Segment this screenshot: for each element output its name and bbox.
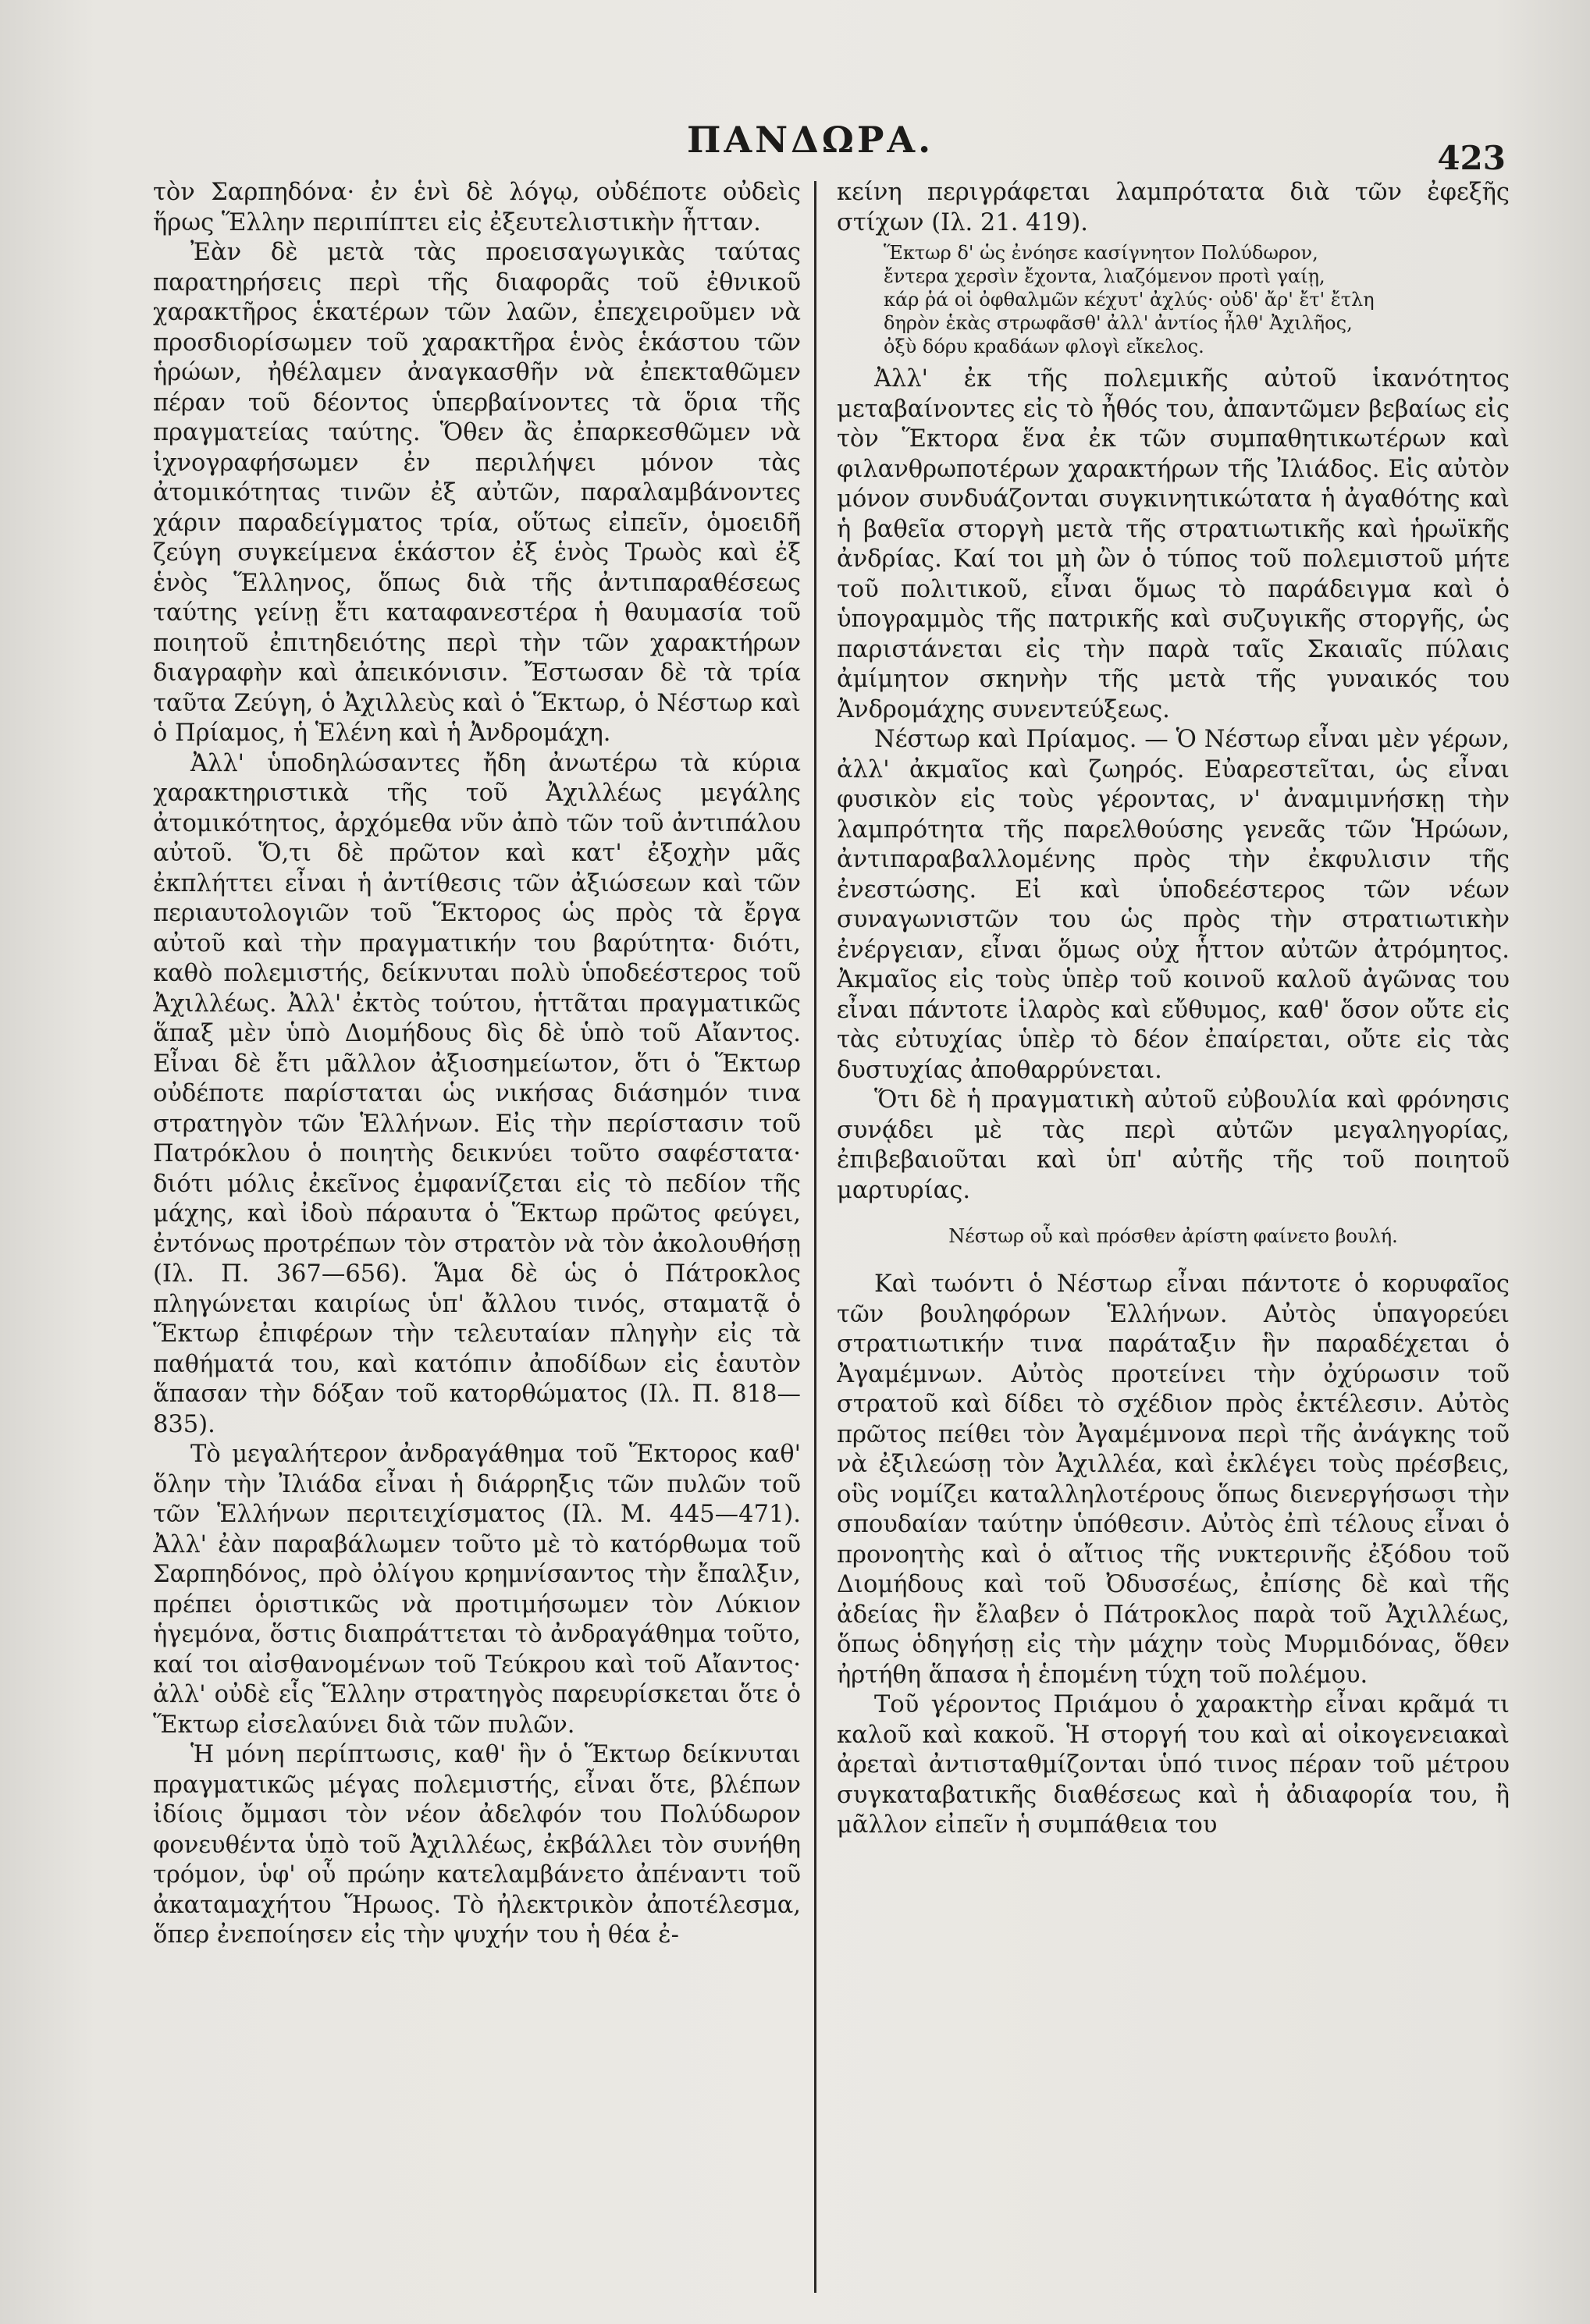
paragraph: Καὶ τωόντι ὁ Νέστωρ εἶναι πάντοτε ὁ κορυφαῖος τῶν βουληφόρων Ἑλλήνων. Αὐτὸς ὑπαγορεύει στρατιωτικήν τινα παράταξιν ἣν παραδέχεται ὁ Ἀγαμέμνων. Αὐτὸς προτείνει τὴν ὀχύρωσιν τοῦ στρατοῦ καὶ δίδει τὸ σχέδιον πρὸς ἐκτέλεσιν. Αὐτὸς πρῶτος πείθει τὸν Ἀγαμέμνονα περὶ τῆς ἀνάγκης τοῦ νὰ ἐξιλεώσῃ τὸν Ἀχιλλέα, καὶ ἐκλέγει τοὺς πρέσβεις, οὓς νομίζει καταλληλοτέρους ὅπως διενεργήσωσι τὴν σπουδαίαν ταύτην ὑπόθεσιν. Αὐτὸς ἐπὶ τέλους εἶναι ὁ προνοητὴς καὶ ὁ αἴτιος τῆς νυκτερινῆς ἐξόδου τοῦ Διομήδους καὶ τοῦ Ὀδυσσέως, ἐπίσης δὲ καὶ τῆς ἀδείας ἣν ἔλαβεν ὁ Πάτροκλος παρὰ τοῦ Ἀχιλλέως, ὅπως ὁδηγήσῃ εἰς τὴν μάχην τοὺς Μυρμιδόνας, ὅθεν ἠρτήθη ἅπασα ἡ ἑπομένη τύχη τοῦ πολέμου.	[837, 1270, 1510, 1689]
paragraph: Ἡ μόνη περίπτωσις, καθ' ἣν ὁ Ἕκτωρ δείκνυται πραγματικῶς μέγας πολεμιστής, εἶναι ὅτε, βλέπων ἰδίοις ὄμμασι τὸν νέον ἀδελφόν του Πολύδωρον φονευθέντα ὑπὸ τοῦ Ἀχιλλέως, ἐκβάλλει τὸν συνήθη τρόμον, ὑφ' οὗ πρώην κατελαμβάνετο ἀπέναντι τοῦ ἀκαταμαχήτου Ἥρωος. Τὸ ἠλεκτρικὸν ἀποτέλεσμα, ὅπερ ἐνεποίησεν εἰς τὴν ψυχήν του ἡ θέα ἐ-	[153, 1741, 801, 1949]
quote-line: κάρ ῥά οἱ ὀφθαλμῶν κέχυτ' ἀχλύς· οὐδ' ἄρ' ἔτ' ἔτλη	[884, 289, 1375, 311]
paragraph: τὸν Σαρπηδόνα· ἐν ἑνὶ δὲ λόγῳ, οὐδέποτε οὐδεὶς ἥρως Ἕλλην περιπίπτει εἰς ἐξευτελιστικὴν ἧτταν.	[153, 179, 801, 236]
running-header	[0, 117, 1590, 177]
paragraph: Ἀλλ' ὑποδηλώσαντες ἤδη ἀνωτέρω τὰ κύρια χαρακτηριστικὰ τῆς τοῦ Ἀχιλλέως μεγάλης ἀτομικότητος, ἀρχόμεθα νῦν ἀπὸ τῶν τοῦ ἀντιπάλου αὐτοῦ. Ὅ,τι δὲ πρῶτον καὶ κατ' ἐξοχὴν μᾶς ἐκπλήττει εἶναι ἡ ἀντίθεσις τῶν ἀξιώσεων καὶ τῶν περιαυτολογιῶν τοῦ Ἕκτορος ὡς πρὸς τὰ ἔργα αὐτοῦ καὶ τὴν πραγματικήν του βαρύτητα· διότι, καθὸ πολεμιστής, δείκνυται πολὺ ὑποδεέστερος τοῦ Ἀχιλλέως. Ἀλλ' ἐκτὸς τούτου, ἡττᾶται πραγματικῶς ἅπαξ μὲν ὑπὸ Διομήδους δὶς δὲ ὑπὸ τοῦ Αἴαντος. Εἶναι δὲ ἔτι μᾶλλον ἀξιοσημείωτον, ὅτι ὁ Ἕκτωρ οὐδέποτε παρίσταται ὡς νικήσας διάσημόν τινα στρατηγὸν τῶν Ἑλλήνων. Εἰς τὴν περίστασιν τοῦ Πατρόκλου ὁ ποιητὴς δεικνύει τοῦτο σαφέστατα· διότι μόλις ἐκεῖνος ἐμφανίζεται εἰς τὸ πεδίον τῆς μάχης, καὶ ἰδοὺ πάραυτα ὁ Ἕκτωρ πρῶτος φεύγει, ἐντόνως προτρέπων τὸν στρατὸν νὰ τὸν ἀκολουθήσῃ (Ιλ. Π. 367—656). Ἅμα δὲ ὡς ὁ Πάτροκλος πληγώνεται καιρίως ὑπ' ἄλλου τινός, σταματᾷ ὁ Ἕκτωρ ἐπιφέρων τὴν τελευταίαν πληγὴν εἰς τὰ παθήματά του, καὶ κατόπιν ἀποδίδων εἰς ἑαυτὸν ἅπασαν τὴν δόξαν τοῦ κατορθώματος (Ιλ. Π. 818—835).	[153, 749, 801, 1438]
page-number: 423	[1437, 139, 1506, 177]
left-column	[153, 178, 801, 2308]
journal-title: ΠΑΝΔΩΡΑ.	[687, 119, 934, 161]
paragraph: Τὸ μεγαλήτερον ἀνδραγάθημα τοῦ Ἕκτορος καθ' ὅλην τὴν Ἰλιάδα εἶναι ἡ διάρρηξις τῶν πυλῶν τοῦ τῶν Ἑλλήνων περιτειχίσματος (Ιλ. Μ. 445—471). Ἀλλ' ἐὰν παραβάλωμεν τοῦτο μὲ τὸ κατόρθωμα τοῦ Σαρπηδόνος, πρὸ ὀλίγου κρημνίσαντος τὴν ἔπαλξιν, πρέπει ὁριστικῶς νὰ προτιμήσωμεν τὸν Λύκιον ἡγεμόνα, ὅστις διαπράττεται τὸ ἀνδραγάθημα τοῦτο, καί τοι αἰσθανομένων τοῦ Τεύκρου καὶ τοῦ Αἴαντος· ἀλλ' οὐδὲ εἷς Ἕλλην στρατηγὸς παρευρίσκεται ὅτε ὁ Ἕκτωρ εἰσελαύνει διὰ τῶν πυλῶν.	[153, 1441, 801, 1739]
quote-line: ὀξὺ δόρυ κραδάων φλογὶ εἴκελος.	[884, 336, 1204, 357]
paragraph: κείνη περιγράφεται λαμπρότατα διὰ τῶν ἐφεξῆς στίχων (Ιλ. 21. 419).	[837, 179, 1510, 236]
paragraph: Ὅτι δὲ ἡ πραγματικὴ αὐτοῦ εὐβουλία καὶ φρόνησις συνᾴδει μὲ τὰς περὶ αὐτῶν μεγαληγορίας, ἐπιβεβαιοῦται καὶ ὑπ' αὐτῆς τῆς τοῦ ποιητοῦ μαρτυρίας.	[837, 1086, 1510, 1204]
homer-quotation	[884, 241, 1510, 358]
right-column	[837, 178, 1510, 2308]
paragraph: Ἀλλ' ἐκ τῆς πολεμικῆς αὐτοῦ ἱκανότητος μεταβαίνοντες εἰς τὸ ἦθός του, ἀπαντῶμεν βεβαίως εἰς τὸν Ἕκτορα ἕνα ἐκ τῶν συμπαθητικωτέρων καὶ φιλανθρωποτέρων χαρακτήρων τῆς Ἰλιάδος. Εἰς αὐτὸν μόνον συνδυάζονται συγκινητικώτατα ἡ ἀγαθότης καὶ ἡ βαθεῖα στοργὴ μετὰ τῆς στρατιωτικῆς καὶ ἡρωϊκῆς ἀνδρίας. Καί τοι μὴ ὢν ὁ τύπος τοῦ πολεμιστοῦ μήτε τοῦ πολιτικοῦ, εἶναι ὅμως τὸ παράδειγμα καὶ ὁ ὑπογραμμὸς τῆς πατρικῆς καὶ συζυγικῆς στοργῆς, ὡς παριστάνεται εἰς τὴν παρὰ ταῖς Σκαιαῖς πύλαις ἀμίμητον σκηνὴν τῆς μετὰ τῆς γυναικός του Ἀνδρομάχης συνεντεύξεως.	[837, 365, 1510, 723]
quote-line: ἔντερα χερσὶν ἔχοντα, λιαζόμενον προτὶ γαίῃ,	[884, 265, 1325, 287]
paragraph: Τοῦ γέροντος Πριάμου ὁ χαρακτὴρ εἶναι κρᾶμά τι καλοῦ καὶ κακοῦ. Ἡ στοργή του καὶ αἱ οἰκογενειακαὶ ἀρεταὶ ἀντισταθμίζονται ὑπό τινος πέραν τοῦ μέτρου συγκαταβατικῆς διαθέσεως καὶ ἡ ἀδιαφορία του, ἢ μᾶλλον εἰπεῖν ἡ συμπάθεια του	[837, 1691, 1510, 1839]
paragraph: Νέστωρ καὶ Πρίαμος. — Ὁ Νέστωρ εἶναι μὲν γέρων, ἀλλ' ἀκμαῖος καὶ ζωηρός. Εὐαρεστεῖται, ὡς εἶναι φυσικὸν εἰς τοὺς γέροντας, ν' ἀναμιμνήσκῃ τὴν λαμπρότητα τῆς παρελθούσης γενεᾶς τῶν Ἡρώων, ἀντιπαραβαλλομένης πρὸς τὴν ἐκφυλισιν τῆς ἐνεστώσης. Εἰ καὶ ὑποδεέστερος τῶν νέων συναγωνιστῶν του ὡς πρὸς τὴν στρατιωτικὴν ἐνέργειαν, εἶναι ὅμως οὐχ ἧττον αὐτῶν ἀτρόμητος. Ἀκμαῖος εἰς τοὺς ὑπὲρ τοῦ κοινοῦ καλοῦ ἀγῶνας του εἶναι πάντοτε ἱλαρὸς καὶ εὔθυμος, καθ' ὅσον οὔτε εἰς τὰς εὐτυχίας ὑπὲρ τὸ δέον ἐπαίρεται, οὔτε εἰς τὰς δυστυχίας ἀποθαρρύνεται.	[837, 726, 1510, 1084]
paragraph: Ἐὰν δὲ μετὰ τὰς προεισαγωγικὰς ταύτας παρατηρήσεις περὶ τῆς διαφορᾶς τοῦ ἐθνικοῦ χαρακτῆρος ἑκατέρων τῶν λαῶν, ἐπεχειροῦμεν νὰ προσδιορίσωμεν τοῦ χαρακτῆρα ἑνὸς ἑκάστου τῶν ἡρώων, ἠθέλαμεν ἀναγκασθῆν νὰ ἐπεκταθῶμεν πέραν τοῦ δέοντος ὑπερβαίνοντες τὰ ὅρια τῆς πραγματείας ταύτης. Ὅθεν ἂς ἐπαρκεσθῶμεν νὰ ἰχνογραφήσωμεν ἐν περιλήψει μόνον τὰς ἀτομικότητας τινῶν ἐξ αὐτῶν, παραλαμβάνοντες χάριν παραδείγματος τρία, οὕτως εἰπεῖν, ὁμοειδῆ ζεύγη συγκείμενα ἑκάστον ἐξ ἑνὸς Τρωὸς καὶ ἐξ ἑνὸς Ἕλληνος, ὅπως διὰ τῆς ἀντιπαραθέσεως ταύτης γείνῃ ἔτι καταφανεστέρα ἡ θαυμασία τοῦ ποιητοῦ ἐπιτηδειότης περὶ τὴν τῶν χαρακτήρων διαγραφὴν καὶ ἀπεικόνισιν. Ἔστωσαν δὲ τὰ τρία ταῦτα Ζεύγη, ὁ Ἀχιλλεὺς καὶ ὁ Ἕκτωρ, ὁ Νέστωρ καὶ ὁ Πρίαμος, ἡ Ἑλένη καὶ ἡ Ἀνδρομάχη.	[153, 239, 801, 747]
column-divider	[814, 181, 816, 2293]
quote-line: Ἕκτωρ δ' ὡς ἐνόησε κασίγνητον Πολύδωρον,	[884, 242, 1318, 264]
quote-line: δηρὸν ἑκὰς στρωφᾶσθ' ἀλλ' ἀντίος ἦλθ' Ἀχιλῆος,	[884, 312, 1353, 334]
verse-citation: Νέστωρ οὗ καὶ πρόσθεν ἀρίστη φαίνετο βουλή.	[948, 1225, 1398, 1247]
